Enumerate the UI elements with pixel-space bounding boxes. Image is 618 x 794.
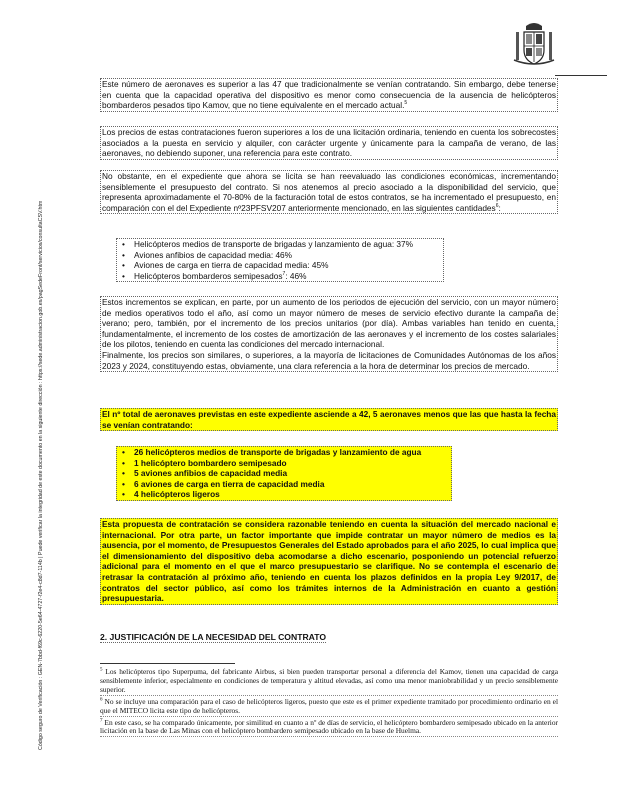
list-item: • 26 helicópteros medios de transporte de brigadas y lanzamiento de agua: [118, 447, 450, 458]
paragraph-aircraft-number: Este número de aeronaves es superior a las 47 que tradicionalmente se venían contratando. Sin embargo, debe tenerse en cuenta que la capacidad operativa del dispositivo es menor como consecuencia de la ausencia de helicópteros bombarderos pesados tipo Kamov, que no tiene equivalente en el mercado actual.$^5$: [102, 79, 556, 111]
verification-sidebar: [36, 70, 50, 750]
paragraph-total-aircraft: El nº total de aeronaves previstas en este expediente asciende a 42, 5 aeronaves menos que las que hasta la fecha se venían contratando:: [102, 409, 556, 430]
increments-list: [116, 238, 444, 282]
list-item: • 4 helicópteros ligeros: [118, 489, 450, 500]
coat-of-arms-icon: [512, 20, 556, 70]
list-item: • 6 aviones de carga en tierra de capacidad media: [118, 479, 450, 490]
paragraph-contract-proposal: Esta propuesta de contratación se considera razonable teniendo en cuenta la situación del mercado nacional e internacional. Por otra parte, un factor importante que impide contratar un mayor número de medios es la ausencia, por el momento, de Presupuestos Generales del Estado aprobados para el año 2025, lo cual implica que el dimensionamiento del dispositivo deba acomodarse a dicho escenario, posponiendo un potencial refuerzo adicional para el momento en el que el marco presupuestario se clarifique. No se contempla el escenario de retrasar la contratación al próximo año, teniendo en cuenta los plazos definidos en la propia Ley 9/2017, de contratos del sector público, así como los trámites internos de la Administración en cuanto a gestión presupuestaria.: [102, 519, 556, 604]
footnote-ref-5[interactable]: 5: [404, 100, 408, 107]
list-item: • Aviones anfibios de capacidad media: 46%: [118, 250, 442, 261]
paragraph-economic-conditions: No obstante, en el expediente que ahora se licita se han reevaluado las condiciones económicas, incrementando sensiblemente el presupuesto del contrato. Si nos atenemos al precio asociado a la disponibilidad del servicio, que representa aproximadamente el 70-80% de la facturación total de estos contratos, se ha incrementado el presupuesto, en comparación con el del Expediente nº23PFSV207 anteriormente mencionado, en las siguientes cantidades$^6$:: [102, 171, 556, 213]
header-rule: [555, 75, 607, 76]
list-item: • 1 helicóptero bombardero semipesado: [118, 458, 450, 469]
section-title: 2. JUSTIFICACIÓN DE LA NECESIDAD DEL CONTRATO: [100, 632, 327, 642]
verification-code-text: Código seguro de Verificación : GEN-7bbd-f69c-6220-5e64-4727-f2e4-c8d7-114b | Puede verificar la integridad de este documento en la siguiente dirección : https://sede.administracion.gob.es/pagSedeFront/servicios/consultaCSV.htm: [38, 200, 44, 750]
paragraph-prices: Los precios de estas contrataciones fueron superiores a los de una licitación ordinaria, teniendo en cuenta los sobrecostes asociados a la puesta en servicio y alquiler, con carácter urgente y únicamente para la campaña de verano, de las aeronaves, no debiendo suponer, una referencia para este contrato.: [102, 127, 556, 159]
footnote-rule: [100, 663, 235, 664]
footnotes: [100, 668, 558, 739]
list-item: • 5 aviones anfibios de capacidad media: [118, 468, 450, 479]
footnote-ref-7[interactable]: 7: [282, 271, 286, 278]
fleet-list: [116, 446, 452, 501]
footnote-ref-6[interactable]: 6: [495, 203, 499, 210]
footnote: $^7$ En este caso, se ha comparado únicamente, por similitud en cuanto a nº de días de servicio, el helicóptero bombardero semipesado ubicado en la anterior licitación en la base de Las Minas con el helicóptero bombardero semipesado ubicado en la base de Huelma.: [100, 717, 558, 736]
list-item: • Helicópteros bombarderos semipesados$^7$: 46%: [118, 271, 442, 282]
footnote: $^6$ No se incluye una comparación para el caso de helicópteros ligeros, puesto que este es el primer expediente tramitado por procedimiento ordinario en el que el MITECO licita este tipo de helicópteros.: [100, 696, 558, 715]
footnote: $^5$ Los helicópteros tipo Superpuma, del fabricante Airbus, si bien pueden transportar personal a diferencia del Kamov, tienen una capacidad de carga sensiblemente inferior, especialmente en condiciones de temperatura y altitud elevadas, así como una menor maniobrabilidad y un precio sensiblemente superior.: [100, 667, 558, 694]
paragraph-increments-explanation: Estos incrementos se explican, en parte, por un aumento de los periodos de ejecución del servicio, con un mayor número de medios operativos todo el año, así como un mayor número de meses de servicio efectivo durante la campaña de verano; pero, también, por el incremento de los precios unitarios (por día). Ambas variables han tenido en cuenta, fundamentalmente, el incremento de los costes de amortización de las aeronaves y el incremento de los costes salariales de los pilotos, teniendo en cuenta las condiciones del mercado internacional. Finalmente, los precios son similares, o superiores, a la mayoría de licitaciones de Comunidades Autónomas de los años 2023 y 2024, constituyendo estas, obviamente, una clara referencia a la hora de determinar los precios de mercado.: [102, 297, 556, 371]
list-item: • Helicópteros medios de transporte de brigadas y lanzamiento de agua: 37%: [118, 239, 442, 250]
list-item: • Aviones de carga en tierra de capacidad media: 45%: [118, 260, 442, 271]
